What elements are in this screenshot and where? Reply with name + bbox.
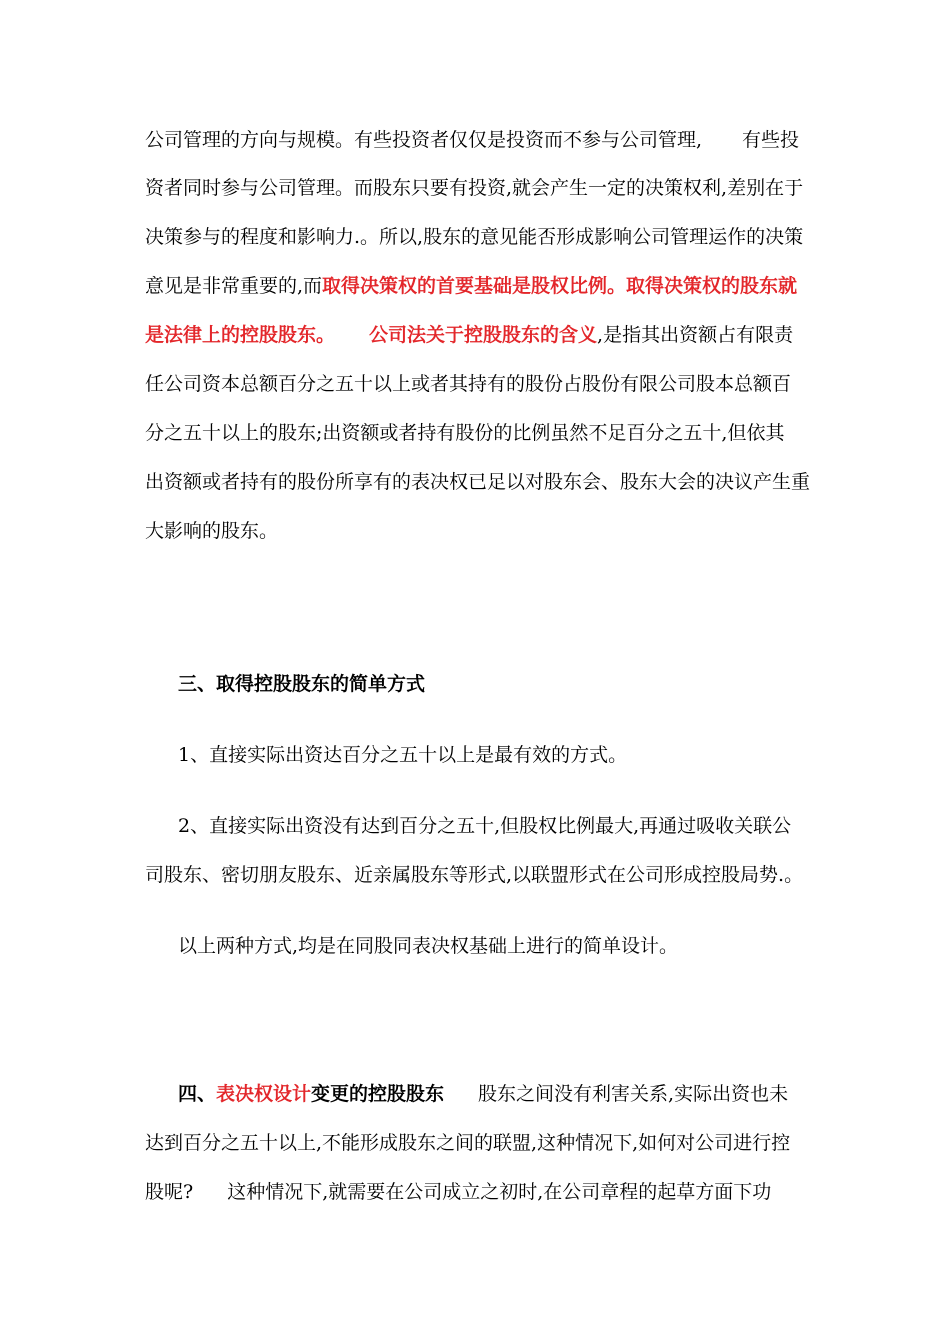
section4-line3: 股呢? 这种情况下,就需要在公司成立之初时,在公司章程的起草方面下功 (145, 1181, 772, 1203)
section4-heading-suffix: 变更的控股股东 (311, 1083, 445, 1105)
para1-line3: 决策参与的程度和影响力.。所以,股东的意见能否形成影响公司管理运作的决策 (145, 226, 804, 248)
section3-item2-line1: 2、直接实际出资没有达到百分之五十,但股权比例最大,再通过吸收关联公 (178, 815, 792, 837)
para1-line2: 资者同时参与公司管理。而股东只要有投资,就会产生一定的决策权利,差别在于 (145, 177, 804, 199)
highlight-voting-design: 表决权设计 (216, 1083, 312, 1105)
section4-heading-prefix: 四、 (178, 1083, 217, 1105)
para1-line9: 大影响的股东。 (145, 520, 279, 542)
section4-line1: 四、表决权设计变更的控股股东 股东之间没有利害关系,实际出资也未 (178, 1083, 789, 1105)
para1-line8: 出资额或者持有的股份所享有的表决权已足以对股东会、股东大会的决议产生重 (145, 471, 810, 493)
para1-line6: 任公司资本总额百分之五十以上或者其持有的股份占股份有限公司股本总额百 (145, 373, 792, 395)
para1-line1: 公司管理的方向与规模。有些投资者仅仅是投资而不参与公司管理, 有些投 (145, 129, 800, 151)
highlight-company-law: 公司法关于控股股东的含义 (369, 324, 598, 346)
para1-line7: 分之五十以上的股东;出资额或者持有股份的比例虽然不足百分之五十,但依其 (145, 422, 785, 444)
para1-line4: 意见是非常重要的,而取得决策权的首要基础是股权比例。取得决策权的股东就 (145, 275, 798, 297)
section3-summary: 以上两种方式,均是在同股同表决权基础上进行的简单设计。 (178, 935, 679, 957)
highlight-legal-controller: 是法律上的控股股东。 (145, 324, 336, 346)
highlight-decision-basis: 取得决策权的首要基础是股权比例。取得决策权的股东就 (322, 275, 798, 297)
para1-line5: 是法律上的控股股东。 公司法关于控股股东的含义,是指其出资额占有限责 (145, 324, 794, 346)
section3-item2-line2: 司股东、密切朋友股东、近亲属股东等形式,以联盟形式在公司形成控股局势.。 (145, 864, 804, 886)
section3-item1: 1、直接实际出资达百分之五十以上是最有效的方式。 (178, 744, 628, 766)
section3-heading: 三、取得控股股东的简单方式 (178, 673, 426, 695)
section4-line2: 达到百分之五十以上,不能形成股东之间的联盟,这种情况下,如何对公司进行控 (145, 1132, 791, 1154)
